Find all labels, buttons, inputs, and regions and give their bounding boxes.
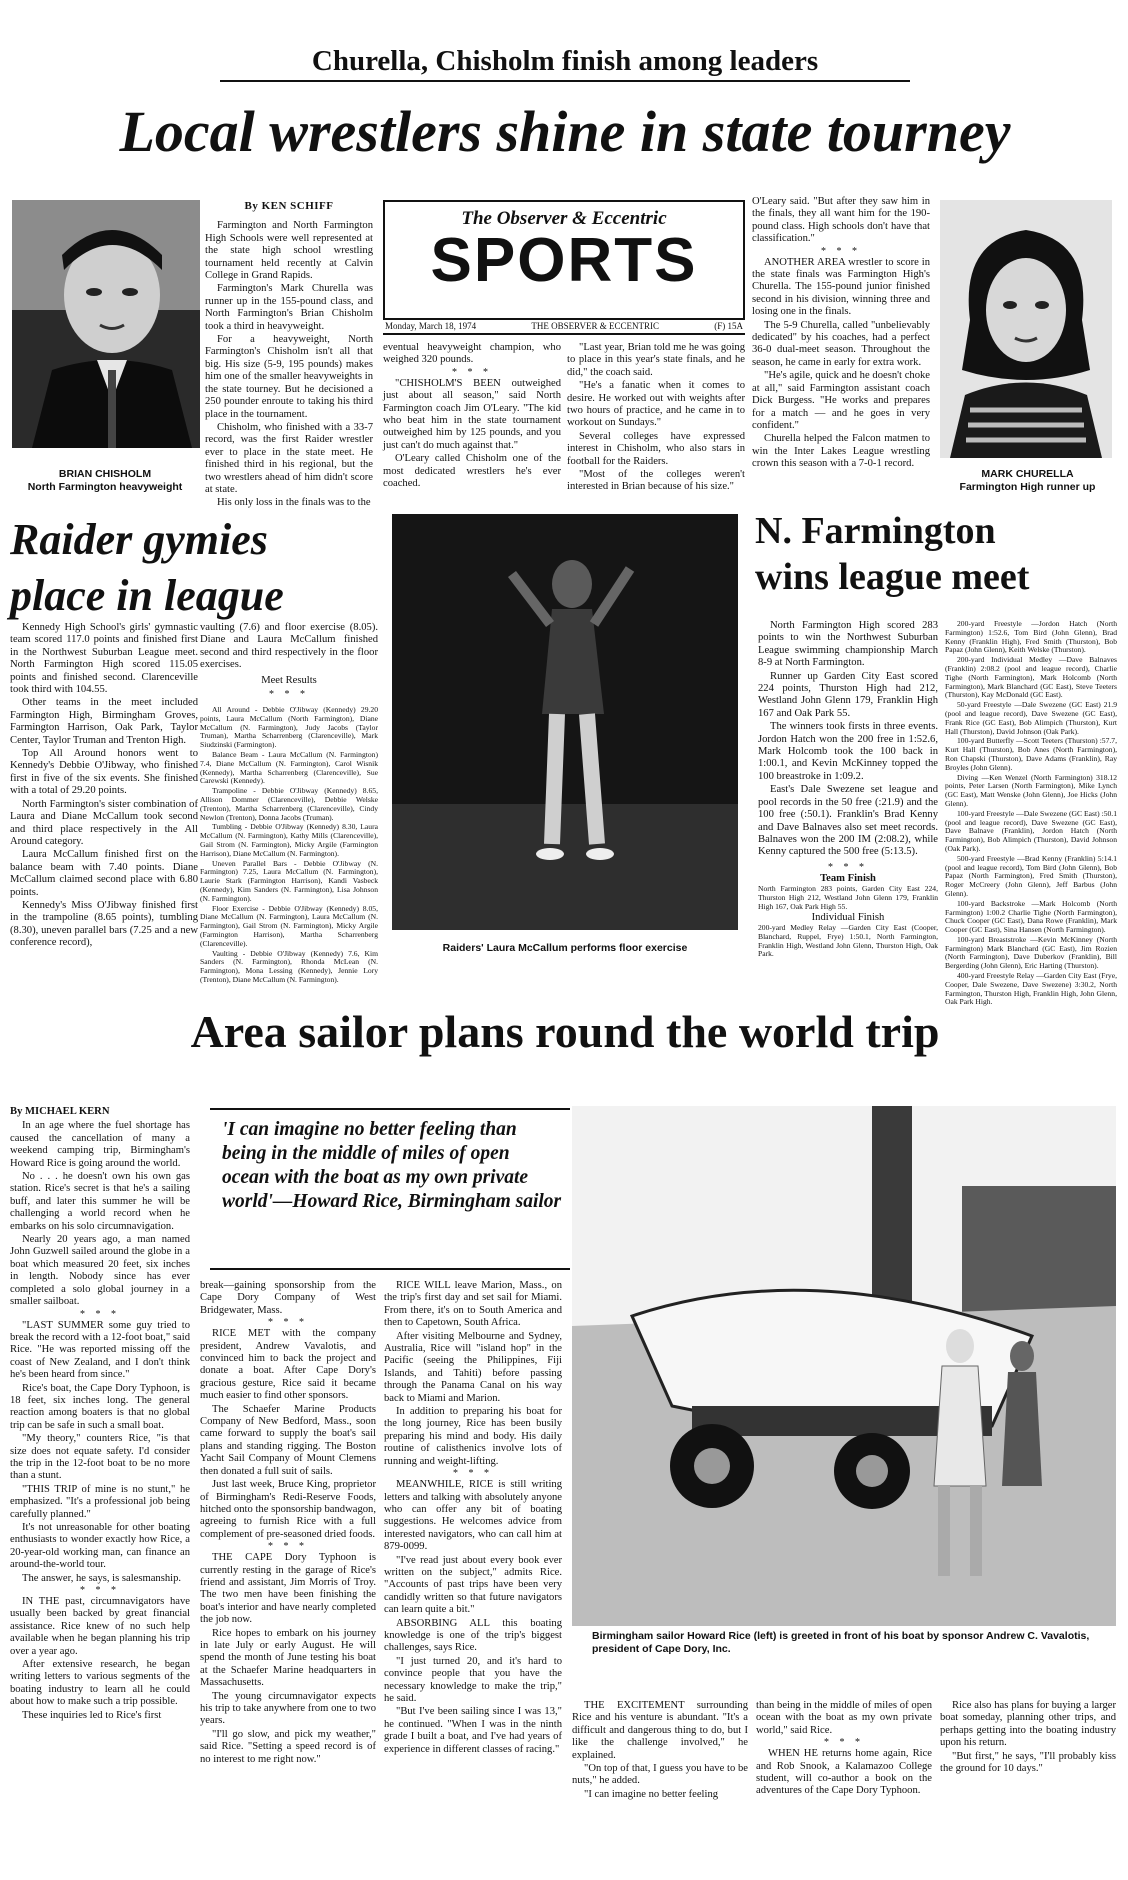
- sailor-column-1: [10, 1106, 190, 1876]
- sports-nameplate: SPORTS: [430, 226, 698, 295]
- result-entry: Vaulting - Debbie O'Jibway (Kennedy) 7.6, Kim Sanders (N. Farmington), Rhonda McLean (N. Farmington), Mona Lessing (Kennedy), Jennie Lory (Trenton), Diane McCallum (N. Farmington).: [200, 948, 378, 984]
- paragraph: Rice hopes to embark on his journey in late July or early August. He will spend the month of June testing his boat at the Schaefer Marine headquarters in Massachusetts.: [200, 1627, 376, 1689]
- paragraph: The 5-9 Churella, called "unbelievably dedicated" by his coaches, had a perfect 36-0 dual-meet season. Throughout the season, he came in early for extra work.: [752, 319, 930, 368]
- result-entry: 200-yard Individual Medley —Dave Balnaves (Franklin) 2:08.2 (pool and league record), Charlie Tighe (North Farmington), Mark Holcomb (North Farmington), Mark Blanchard (GC East), Steve Teeters (Thurston), Kay McDonald (GC East).: [945, 655, 1117, 700]
- pullquote-text: 'I can imagine no better feeling than being in the middle of miles of open ocean with the boat as my own private world'—Howard Rice, Birmingham sailor: [222, 1119, 562, 1212]
- section-break: * * *: [80, 1585, 120, 1597]
- paragraph: "I've read just about every book ever written on the subject," admits Rice. "Accounts of past trips have been very candidly written so that future navigators can learn quite a bit.": [384, 1554, 562, 1616]
- paragraph: RICE WILL leave Marion, Mass., on the trip's first day and set sail for Miami. From there, it's on to South America and then to Capetown, South Africa.: [384, 1280, 562, 1329]
- team-finish-title: Team Finish: [820, 872, 876, 884]
- paragraph: North Farmington High scored 283 points to win the Northwest Suburban League swimming championship March 8-9 at North Farmington.: [758, 620, 938, 669]
- paragraph: After visiting Melbourne and Sydney, Australia, Rice will "island hop" in the Pacific (seeing the Philippines, Fiji Islands, and Tahiti) before passing through the Panama Canal on his way back to Miami and Marion.: [384, 1330, 562, 1404]
- sailor-column-6: [940, 1700, 1116, 1876]
- result-entry: All Around - Debbie O'Jibway (Kennedy) 29.20 points, Laura McCallum (North Farmington), Diane McCallum (N. Farmington), Judy Jacobs (Taylor Truman), Martha Scharrenberg (Clarenceville), Mark Siudzinski (Farmington).: [200, 705, 378, 750]
- main-headline-text: Local wrestlers shine in state tourney: [119, 99, 1011, 164]
- paragraph: ABSORBING ALL this boating knowledge is one of the trip's biggest challenges, says Rice.: [384, 1617, 562, 1654]
- paragraph: "He's a fanatic when it comes to desire. He worked out with weights after two hours of practice, and he came in to workout on Sundays.": [567, 380, 745, 429]
- portrait-illustration: [12, 200, 200, 448]
- paragraph: Just last week, Bruce King, proprietor of Birmingham's Redi-Reserve Foods, hitched onto the sponsorship bandwagon, agreeing to furnish Rice with a full complement of pre-seasoned dried foods.: [200, 1479, 376, 1540]
- paper-name: The Observer & Eccentric: [461, 208, 667, 229]
- swimming-results-column: [945, 619, 1117, 1007]
- paragraph: Laura McCallum finished first on the balance beam with 7.40 points. Diane McCallum claimed second place with 6.80 points.: [10, 849, 198, 898]
- gymnast-illustration: [392, 514, 738, 930]
- gymnastics-headline: [10, 512, 330, 624]
- paragraph: The answer, he says, is salesmanship.: [22, 1572, 182, 1584]
- portrait-illustration: [940, 200, 1112, 458]
- section-break: * * *: [824, 1737, 864, 1749]
- paragraph: "My theory," counters Rice, "is that size does not equate safety. I'd consider the trip in the 12-foot boat to be no more than a stunt.: [10, 1433, 190, 1482]
- paragraph: vaulting (7.6) and floor exercise (8.05). Diane and Laura McCallum finished second and third respectively in the floor exercises.: [200, 622, 378, 671]
- paragraph: In an age where the fuel shortage has caused the cancellation of many a weekend camping trip, Birmingham's Howard Rice is going around the world.: [10, 1120, 190, 1169]
- gymnast-floor-exercise-photo: [392, 514, 738, 930]
- sailor-column-4: [572, 1700, 748, 1876]
- result-entry: 100-yard Backstroke —Mark Holcomb (North Farmington) 1:00.2 Charlie Tighe (North Farmington), Chuck Cooper (GC East), Dana Rowe (Franklin), Mark Cooper (GC East), Sina Hansen (North Farmington).: [945, 898, 1117, 935]
- paragraph: "I can imagine no better feeling: [584, 1788, 719, 1800]
- section-break: * * *: [268, 1317, 308, 1329]
- paragraph: "CHISHOLM'S BEEN outweighed just about all season," said North Farmington coach Jim O'Leary. "The kid who beat him in the state tournament outweighed him by 125 pounds, and you just can't do much against that.": [383, 377, 561, 451]
- caption-name: BRIAN CHISHOLM: [58, 468, 152, 480]
- caption-sub: North Farmington heavyweight: [27, 481, 183, 493]
- paragraph: Nearly 20 years ago, a man named John Guzwell sailed around the globe in a boat which measured 20 feet, six inches in length. Nobody since has ever completed a solo global journey in a smaller sailboat.: [10, 1234, 190, 1308]
- sailor-column-2: [200, 1280, 376, 1876]
- individual-finish-text: 200-yard Medley Relay —Garden City East (Cooper, Blanchard, Ruppel, Frye) 1:50.1, North Farmington, Franklin High, Westland John Glenn, Thurston High, Oak Park.: [758, 922, 938, 959]
- paragraph: break—gaining sponsorship from the Cape Dory Company of West Bridgewater, Mass.: [200, 1280, 376, 1316]
- section-break: * * *: [821, 245, 861, 257]
- result-entry: 200-yard Freestyle —Jordon Hatch (North Farmington) 1:52.6, Tom Bird (John Glenn), Brad Kenny (Franklin High), Fred Smith (Thurston), Bob Papaz (John Glenn), Keith Welske (Thurston).: [945, 619, 1117, 655]
- paragraph: For a heavyweight, North Farmington's Chisholm isn't all that big. His size (5-9, 195 pounds) makes him one of the smaller heavyweights in the state tourney. But he decisioned a 250 pounder enroute to taking his third place in the tournament.: [205, 334, 373, 420]
- gymnastics-column-2: [200, 622, 378, 984]
- paragraph: "But I've been sailing since I was 13," he continued. "When I was in the ninth grade I built a boat, and I've had years of experience in different classes of racing.": [384, 1706, 562, 1755]
- section-break: * * *: [80, 1308, 120, 1320]
- paragraph: North Farmington's sister combination of Laura and Diane McCallum took second and third place respectively in the All Around category.: [10, 798, 198, 847]
- sailboat-photo-caption: [572, 1630, 1116, 1656]
- paragraph: These inquiries led to Rice's first: [22, 1709, 162, 1721]
- masthead-dateline: [383, 318, 745, 335]
- paragraph: Churella helped the Falcon matmen to win the Inter Lakes League wrestling crown this season with a 7-0-1 record.: [752, 433, 930, 470]
- paragraph: WHEN HE returns home again, Rice and Rob Snook, a Kalamazoo College student, will co-author a book on the adventures of the Cape Dory Typhoon.: [756, 1748, 932, 1797]
- swimming-headline-line: N. Farmington: [755, 510, 996, 552]
- paragraph: Rice's boat, the Cape Dory Typhoon, is 18 feet, six inches long. The general reaction among boaters is that no global trip can be safe in such a small boat.: [10, 1382, 190, 1431]
- byline: By MICHAEL KERN: [10, 1106, 110, 1117]
- result-entry: Tumbling - Debbie O'Jibway (Kennedy) 8.30, Laura McCallum (N. Farmington), Kathy Mills (Clarenceville), Gail Strom (N. Farmington), Micky Argile (Farmington Harrison), Diane McCallum (N. Farmington).: [200, 822, 378, 858]
- sailor-headline: [20, 1005, 1110, 1059]
- sailor-column-3: [384, 1280, 562, 1876]
- paragraph: In addition to preparing his boat for the long journey, Rice has been busily preparing his mind and body. His daily routine of calisthenics involve lots of running and weight-lifting.: [384, 1406, 562, 1467]
- result-entry: Trampoline - Debbie O'Jibway (Kennedy) 8.65, Allison Dommer (Clarenceville), Debbie Welske (Trenton), Martha Scharrenberg (Clarenceville), Cindy Newlon (Trenton), Donna Jacobs (Truman).: [200, 786, 378, 822]
- masthead: [383, 200, 745, 320]
- paragraph: His only loss in the finals was to the: [217, 497, 371, 509]
- paragraph: Runner up Garden City East scored 224 points, Thurston High had 212, Westland John Glenn 179, Franklin High 167 and Oak Park 55.: [758, 670, 938, 719]
- result-entry: 100-yard Freestyle —Dale Swezene (GC East) :50.1 (pool and league record), Dave Swezene (GC East), Dave Balnave (Franklin), Jordon Hatch (North Farmington), Bob Alimpich (Thurston), David Johnson (Oak Park).: [945, 808, 1117, 853]
- paragraph: "Last year, Brian told me he was going to place in this year's state finals, and he did," the coach said.: [567, 342, 745, 378]
- paragraph: After extensive research, he began writing letters to various segments of the boating industry to learn all he could about how to make such a trip possible.: [10, 1659, 190, 1708]
- results-title: Meet Results: [261, 674, 317, 686]
- result-entry: Uneven Parallel Bars - Debbie O'Jibway (N. Farmington) 7.25, Laura McCallum (N. Farmington), Laurie Stark (Farmington Harrison), Kandi Vasbeck (Kennedy), Kim Sanders (N. Farmington), Lisa Johnson (N. Farmington).: [200, 858, 378, 903]
- paragraph: "He's agile, quick and he doesn't choke at all," said Farmington assistant coach Dick Burgess. "He works and prepares for a match — and he goes in very confident.": [752, 370, 930, 431]
- dateline-page: (F) 15A: [714, 321, 743, 331]
- brian-chisholm-caption: [0, 468, 210, 494]
- paragraph: THE CAPE Dory Typhoon is currently resting in the garage of Rice's friend and assistant, Jim Morris of Troy. The two men have been finishing the boat's interior and have nearly completed the job now.: [200, 1552, 376, 1626]
- paragraph: Kennedy High School's girls' gymnastic team scored 117.0 points and finished first in the Northwest Suburban League meet. North Farmington High scored 115.05 points and finished second. Clarenceville took third with 104.55.: [10, 622, 198, 696]
- paragraph: East's Dale Swezene set league and pool records in the 50 free (:21.9) and the 100 free (:50.1). Franklin's Brad Kenny and Dave Balnaves also set meet records. Balnaves won the 200 IM (2:08.2), while Kenny captured the 500 free (5:13.5).: [758, 784, 938, 858]
- paragraph: O'Leary said. "But after they saw him in the finals, they all want him for the 190-pound class. High schools don't have that classification.": [752, 196, 930, 245]
- result-entry: 500-yard Freestyle —Brad Kenny (Franklin) 5:14.1 (pool and league record), Tom Bird (John Glenn), Bob Papaz (North Farmington), Fred Smith (Thurston), Roger McCreery (John Glenn), Jeff Barbus (John Glenn).: [945, 853, 1117, 898]
- byline: By KEN SCHIFF: [244, 200, 334, 212]
- paragraph: THE EXCITEMENT surrounding Rice and his venture is abundant. "It's a difficult and dangerous thing to do, but I like the challenge involved," he explained.: [572, 1700, 748, 1761]
- gymnastics-column-1: [10, 622, 198, 958]
- gymnastics-results: [200, 706, 378, 985]
- paragraph: IN THE past, circumnavigators have usually been backed by great financial assistance. Rice knew of no such help available when he began planning his trip over a year ago.: [10, 1596, 190, 1657]
- main-headline: [20, 100, 1110, 164]
- mark-churella-caption: [935, 468, 1120, 494]
- paragraph: Rice also has plans for buying a larger boat someday, planning other trips, and perhaps getting into the boating industry upon his return.: [940, 1700, 1116, 1749]
- result-entry: Diving —Ken Wenzel (North Farmington) 318.12 points, Peter Larsen (North Farmington), Mike Lynch (GC East), Matt Wenske (John Glenn), Joe Hicks (John Glenn).: [945, 772, 1117, 808]
- kicker-text: Churella, Chisholm finish among leaders: [311, 45, 819, 77]
- sailboat-illustration: [572, 1106, 1116, 1626]
- kicker-headline: [220, 44, 910, 82]
- gymnast-photo-caption: [392, 942, 738, 955]
- swimming-column-1: [758, 620, 938, 960]
- wrestling-column-4: [752, 196, 930, 496]
- paragraph: "Most of the colleges weren't interested in Brian because of his size.": [567, 469, 745, 493]
- team-finish-text: North Farmington 283 points, Garden City East 224, Thurston High 212, Westland John Glenn 179, Franklin High 167, Oak Park High 55.: [758, 884, 938, 911]
- paragraph: Farmington and North Farmington High Schools were well represented at the state high school wrestling tournament held recently at Calvin College in Grand Rapids.: [205, 220, 373, 282]
- paragraph: "But first," he says, "I'll probably kiss the ground for 10 days.": [940, 1750, 1116, 1775]
- paragraph: "On top of that, I guess you have to be nuts," he added.: [572, 1763, 748, 1787]
- pullquote-top-rule: [210, 1108, 570, 1110]
- caption-text: Raiders' Laura McCallum performs floor exercise: [442, 942, 688, 954]
- result-entry: 100-yard Butterfly —Scott Teeters (Thurston) :57.7, Kurt Hall (Thurston), Bob Anes (North Farmington), Ron Chapski (Thurston), Dave Adams (Franklin), Ray Broyles (John Glenn).: [945, 736, 1117, 772]
- sailor-headline-text: Area sailor plans round the world trip: [190, 1006, 940, 1057]
- result-entry: Balance Beam - Laura McCallum (N. Farmington) 7.4, Diane McCallum (N. Farmington), Carol Wisnik (Kennedy), Martha Scharrenberg (Clarenceville), Sue Carewski (Kennedy).: [200, 750, 378, 786]
- section-break: * * *: [452, 366, 492, 378]
- caption-text: Birmingham sailor Howard Rice (left) is greeted in front of his boat by sponsor Andrew C. Vavalotis, president of Cape Dory, Inc.: [592, 1630, 1090, 1655]
- section-break: * * *: [453, 1468, 493, 1480]
- swimming-headline-line: wins league meet: [755, 556, 1030, 598]
- paragraph: Top All Around honors went to Kennedy's Debbie O'Jibway, who finished first in five of the six events. She finished with a total of 29.20 points.: [10, 748, 198, 797]
- result-entry: 400-yard Freestyle Relay —Garden City East (Frye, Cooper, Dale Swezene, Dave Swezene) 3:30.2, North Farmington, Thurston High, Franklin High, John Glenn, Oak Park High.: [945, 971, 1117, 1007]
- wrestling-column-2: [383, 342, 561, 496]
- paragraph: Other teams in the meet included Farmington High, Birmingham Groves, Farmington Harrison, Oak Park, Taylor Center, Taylor Truman and Trenton High.: [10, 697, 198, 746]
- mark-churella-photo: [940, 200, 1112, 458]
- sailboat-photo: [572, 1106, 1116, 1626]
- section-break: * * *: [828, 861, 868, 873]
- paragraph: "THIS TRIP of mine is no stunt," he emphasized. "It's a professional job being carefully planned.": [10, 1483, 190, 1520]
- section-break: * * *: [269, 689, 309, 701]
- result-entry: 100-yard Breaststroke —Kevin McKinney (North Farmington) Mark Blanchard (GC East), Jim Rozien (North Farmington), Dave Duberkov (Franklin), Bill Bergerding (John Glenn), Eric Harting (Thurston).: [945, 934, 1117, 971]
- paragraph: than being in the middle of miles of open ocean with the boat as my own private world," said Rice.: [756, 1700, 932, 1736]
- paragraph: Several colleges have expressed interest in Chisholm, who also stars in football for the Raiders.: [567, 430, 745, 467]
- paragraph: The young circumnavigator expects his trip to take anywhere from one to two years.: [200, 1690, 376, 1727]
- paragraph: "LAST SUMMER some guy tried to break the record with a 12-foot boat," said Rice. "He was reported missing off the coast of New Zealand, and I don't think he's been heard from since.": [10, 1319, 190, 1381]
- paragraph: "I just turned 20, and it's hard to convince people that you have the necessary knowledge to make the trip," he said.: [384, 1655, 562, 1704]
- paragraph: O'Leary called Chisholm one of the most dedicated wrestlers he's ever coached.: [383, 453, 561, 490]
- result-entry: Floor Exercise - Debbie O'Jibway (Kennedy) 8.05, Diane McCallum (N. Farmington), Laura McCallum (N. Farmington), Gail Strom (N. Farmington), Micky Argile (Farmington Harrison), Martha Scharrenberg (Clarenceville).: [200, 903, 378, 948]
- gymnastics-headline-text: Raider gymies place in league: [10, 515, 284, 620]
- paragraph: Farmington's Mark Churella was runner up in the 155-pound class, and North Farmington's Brian Chisholm took a third in heavyweight.: [205, 283, 373, 332]
- brian-chisholm-photo: [12, 200, 200, 448]
- section-break: * * *: [268, 1541, 308, 1553]
- paragraph: The winners took firsts in three events. Jordon Hatch won the 200 free in 1:52.6, Mark Holcomb took the 100 back in 1:00.1, and Kevin McKinney topped the 100 breastroke in 1:09.2.: [758, 721, 938, 782]
- paragraph: eventual heavyweight champion, who weighed 320 pounds.: [383, 342, 561, 366]
- individual-finish-title: Individual Finish: [811, 911, 885, 923]
- paragraph: MEANWHILE, RICE is still writing letters and talking with absolutely anyone who can offer any bit of boating suggestions. He welcomes advice from interested navigators, who can call him at 879-0099.: [384, 1479, 562, 1553]
- wrestling-column-1: [205, 200, 373, 509]
- caption-name: MARK CHURELLA: [981, 468, 1074, 480]
- result-entry: 50-yard Freestyle —Dale Swezene (GC East) 21.9 (pool and league record), Dave Swezene (GC East), Frank Rice (GC East), Bob Alimpich (Thurston), Kurt Hall (Thurston), David Johnson (Oak Park).: [945, 700, 1117, 736]
- paragraph: The Schaefer Marine Products Company of New Bedford, Mass., soon came forward to supply the boat's sail plans and standing rigging. The Boston Yacht Sail Company of Mount Clemens then donated a full suit of sails.: [200, 1403, 376, 1477]
- dateline-date: Monday, March 18, 1974: [385, 321, 477, 331]
- wrestling-column-3: [567, 342, 745, 496]
- pullquote: [222, 1118, 562, 1214]
- dateline-paper: THE OBSERVER & ECCENTRIC: [531, 321, 659, 331]
- paragraph: No . . . he doesn't own his own gas station. Rice's secret is that he's a sailing buff, and later this summer he will be challenging a world record when he embarks on his solo circumnavigation.: [10, 1171, 190, 1232]
- caption-sub: Farmington High runner up: [959, 481, 1096, 493]
- paragraph: It's not unreasonable for other boating enthusiasts to wonder exactly how Rice, a 20-year-old working man, can finance an around-the-world tour.: [10, 1522, 190, 1571]
- paragraph: "I'll go slow, and pick my weather," said Rice. "Setting a speed record is of no interest to me right now.": [200, 1728, 376, 1765]
- paragraph: Chisholm, who finished with a 33-7 record, was the first Raider wrestler ever to place in the state meet. He finished third in his regional, but the two wrestlers ahead of him didn't score at state.: [205, 421, 373, 495]
- swimming-headline: [755, 508, 1115, 600]
- paragraph: Kennedy's Miss O'Jibway finished first in the trampoline (8.65 points), tumbling (8.30), uneven parallel bars (7.25 and a new conference record),: [10, 899, 198, 949]
- paragraph: ANOTHER AREA wrestler to score in the state finals was Farmington High's Churella. The 155-pound junior finished second in his division, winning three and losing one in the finals.: [752, 256, 930, 318]
- paragraph: RICE MET with the company president, Andrew Vavalotis, and convinced him to back the project and donate a boat. After Cape Dory's gracious gesture, Rice said it became much easier to find other sponsors.: [200, 1328, 376, 1402]
- pullquote-bottom-rule: [210, 1268, 570, 1270]
- sailor-column-5: [756, 1700, 932, 1876]
